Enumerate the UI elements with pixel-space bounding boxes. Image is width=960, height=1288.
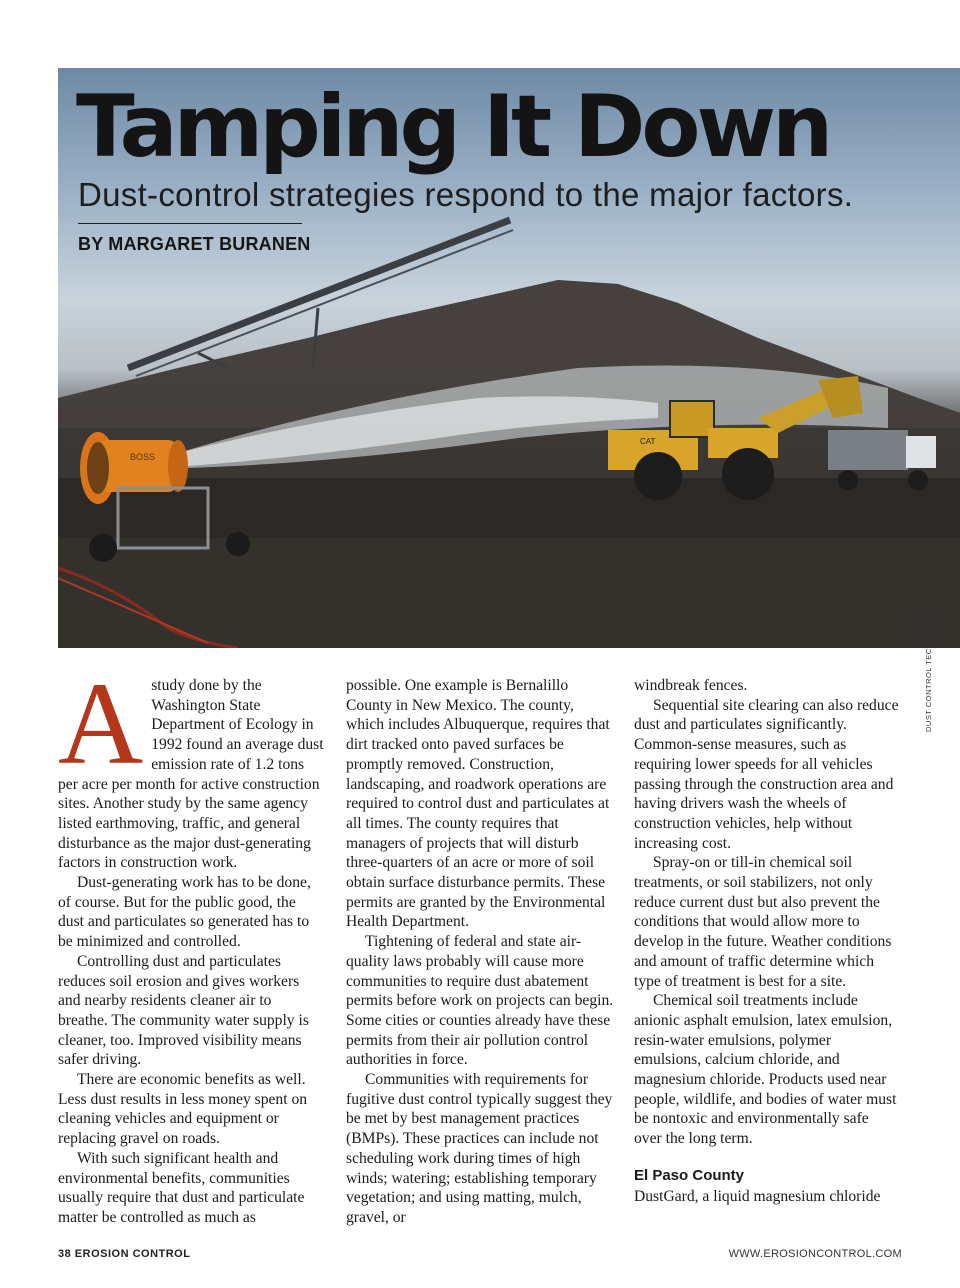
article-column-3 <box>634 676 900 1207</box>
paragraph: There are economic benefits as well. Less dust results in less money spent on cleaning vehicles and equipment or replacing gravel on roads. <box>58 1071 308 1148</box>
hero-photo <box>58 68 960 648</box>
article-column-2 <box>346 676 614 1228</box>
paragraph: Dust-generating work has to be done, of course. But for the public good, the dust and particulates so generated has to be minimized and controlled. <box>58 874 311 951</box>
title-divider <box>78 223 302 224</box>
page-title: Tamping It Down <box>76 77 830 177</box>
byline: BY MARGARET BURANEN <box>78 234 311 254</box>
paragraph: possible. One example is Bernalillo County in New Mexico. The county, which includes Albuquerque, requires that dirt tracked onto paved surfaces be promptly removed. Construction, landscaping, and roadwork operations are required to control dust and particulates at all times. The county requires that managers of projects that will disturb three-quarters of an acre or more of soil obtain surface disturbance permits. These permits are granted by the Environmental Health Department. <box>346 677 610 931</box>
cannon-brand-label: BOSS <box>130 452 156 462</box>
paragraph: Spray-on or till-in chemical soil treatments, or soil stabilizers, not only reduce current dust but also prevent the conditions that would allow more to develop in the future. Weather conditions and amount of traffic determine which type of treatment is best for a site. <box>634 854 892 990</box>
paragraph: With such significant health and environmental benefits, communities usually require that dust and particulate matter be controlled as much as <box>58 1149 305 1226</box>
section-side-label: DUST CONTROL TECHNOLOGY <box>924 607 933 732</box>
drop-cap: A <box>58 658 144 789</box>
paragraph: Chemical soil treatments include anionic asphalt emulsion, latex emulsion, resin-water emulsions, polymer emulsions, calcium chloride, and magnesium chloride. Products used near people, wildlife, and bodies of water must be nontoxic and environmentally safe over the long term. <box>634 992 897 1148</box>
section-subhead: El Paso County <box>634 1166 745 1184</box>
loader-brand-label: CAT <box>640 437 656 446</box>
paragraph: Controlling dust and particulates reduces soil erosion and gives workers and nearby residents cleaner air to breathe. The community water supply is cleaner, too. Improved visibility means safer driving. <box>58 952 309 1069</box>
paragraph: windbreak fences. <box>634 677 748 694</box>
paragraph: DustGard, a liquid magnesium chloride <box>634 1187 881 1205</box>
page-subtitle: Dust-control strategies respond to the major factors. <box>78 176 854 213</box>
footer-page-number: 38 EROSION CONTROL <box>58 1248 191 1260</box>
footer-website: WWW.EROSIONCONTROL.COM <box>728 1248 902 1260</box>
paragraph: study done by the Washington State Department of Ecology in 1992 found an average dust emission rate of 1.2 tons per acre per month for active construction sites. Another study by the same agency listed earthmoving, traffic, and general disturbance as the major dust-generating factors in construction work. <box>58 677 324 872</box>
paragraph: Communities with requirements for fugitive dust control typically suggest they be met by best management practices (BMPs). These practices can include not scheduling work during times of high winds; watering; establishing temporary vegetation; and using matting, mulch, gravel, or <box>346 1071 613 1226</box>
article-column-1 <box>58 658 324 1228</box>
paragraph: Sequential site clearing can also reduce dust and particulates significantly. Common-sense measures, such as requiring lower speeds for all vehicles passing through the construction area and having drivers wash the wheels of construction vehicles, help without increasing cost. <box>634 696 899 852</box>
paragraph: Tightening of federal and state air-quality laws probably will cause more communities to require dust abatement permits before work on projects can begin. Some cities or counties already have these permits from their air pollution control authorities in force. <box>346 933 614 1069</box>
